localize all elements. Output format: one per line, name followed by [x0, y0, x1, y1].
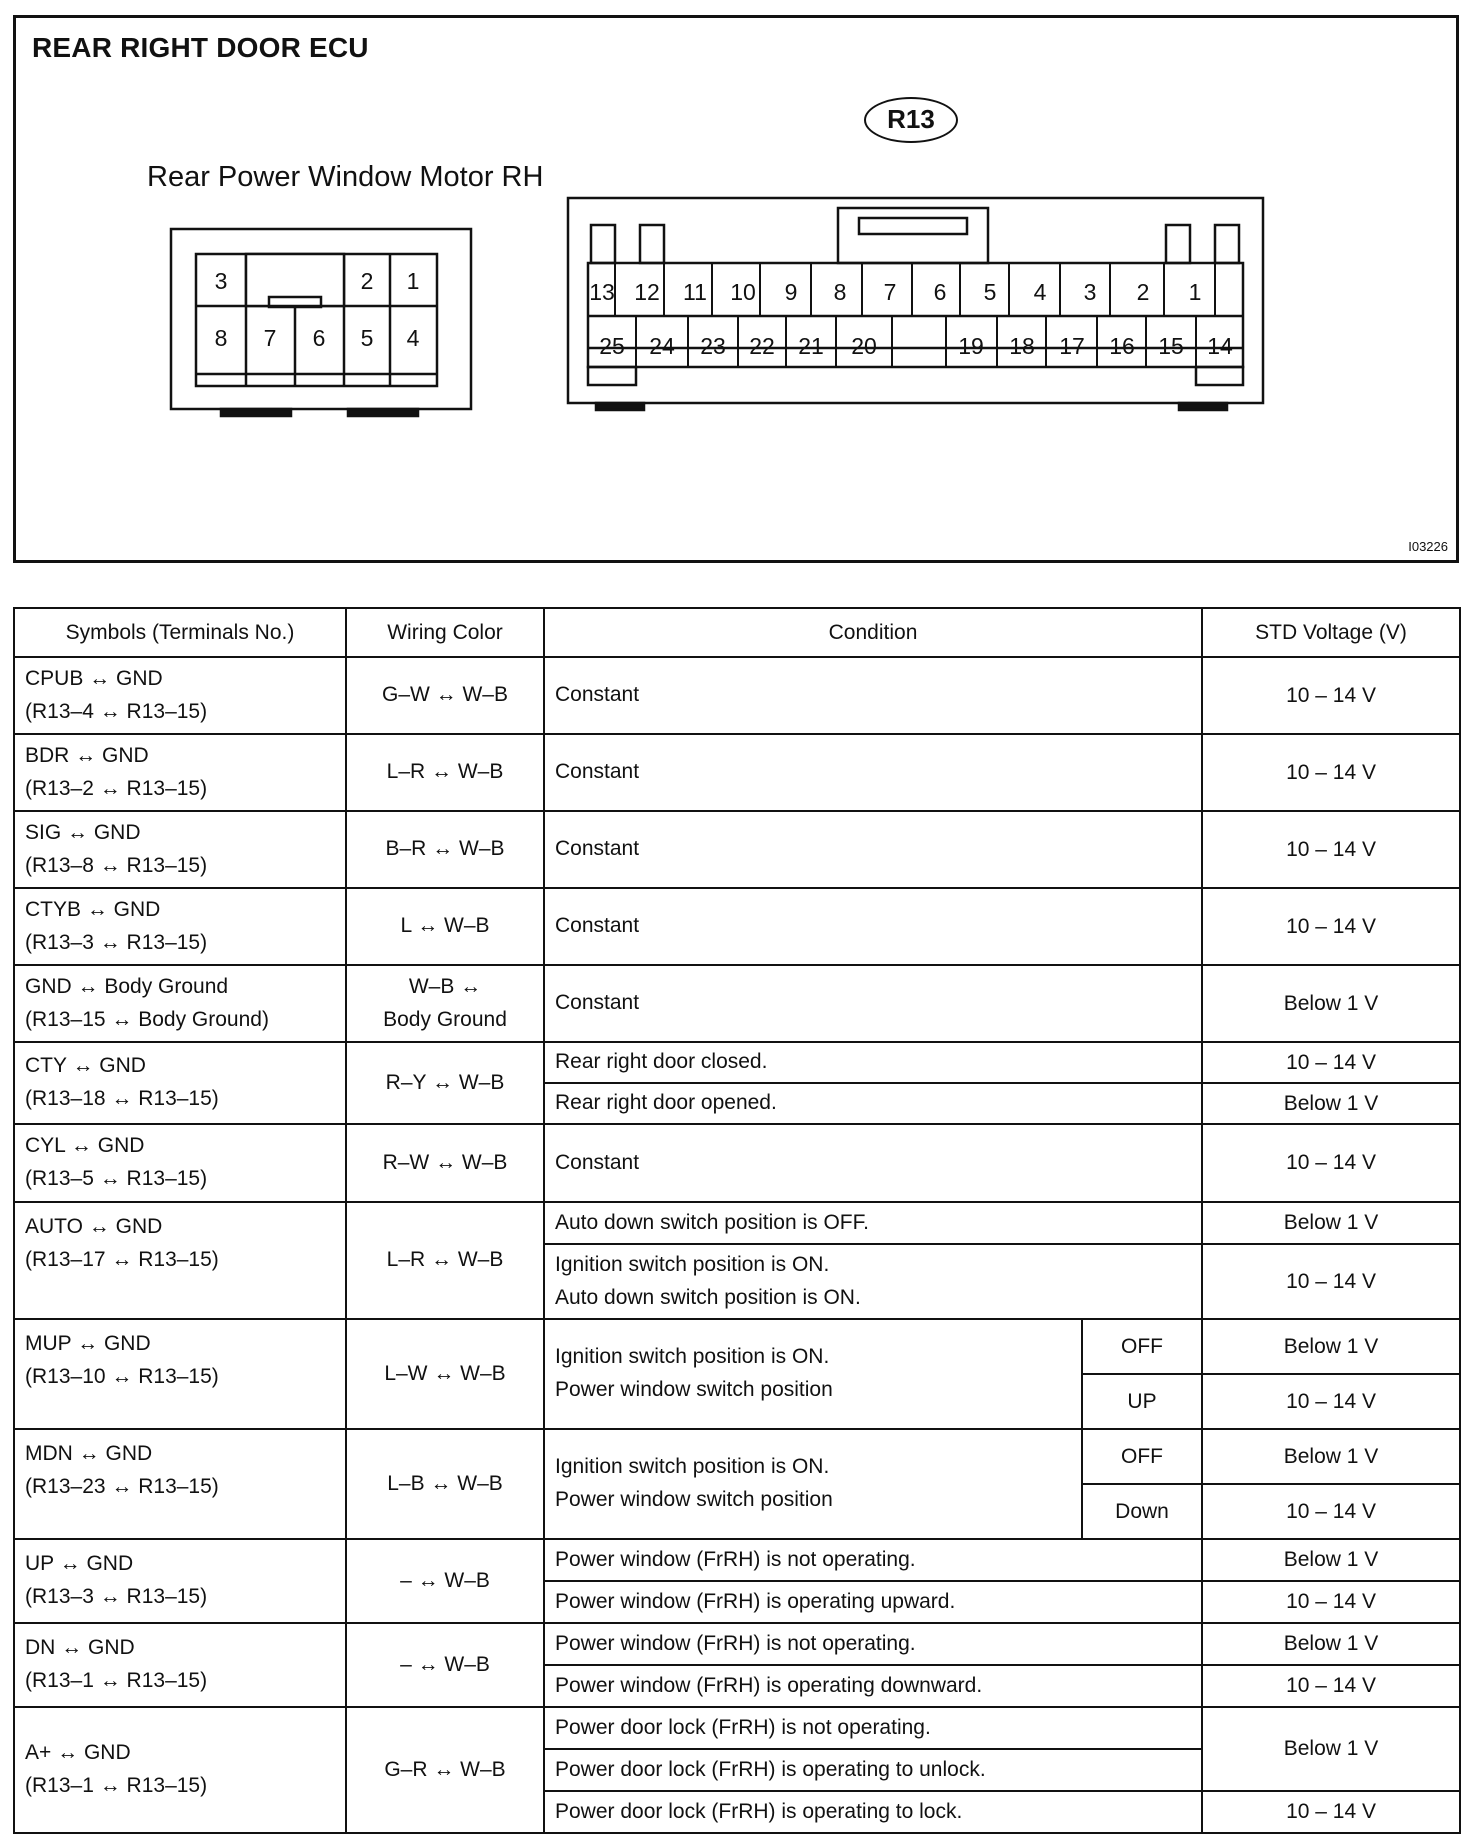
header-std-voltage: STD Voltage (V) — [1202, 608, 1460, 657]
condition-cell: Constant — [544, 888, 1202, 965]
voltage-cell: 10 – 14 V — [1202, 1484, 1460, 1539]
symbol-cell: A+ ↔ GND (R13–1 ↔ R13–15) — [14, 1707, 346, 1833]
symbol-cell: CPUB ↔ GND (R13–4 ↔ R13–15) — [14, 657, 346, 734]
motor-connector — [171, 229, 471, 416]
motor-pin-5: 5 — [360, 325, 374, 351]
wiring-color-cell: L–R ↔ W–B — [346, 734, 544, 811]
table-row — [14, 657, 1460, 734]
symbol-cell: CTYB ↔ GND (R13–3 ↔ R13–15) — [14, 888, 346, 965]
condition-cell: Power window (FrRH) is operating downward. — [544, 1665, 1202, 1707]
condition-cell: Constant — [544, 811, 1202, 888]
voltage-cell: Below 1 V — [1202, 965, 1460, 1042]
motor-pin-1: 1 — [406, 268, 420, 294]
voltage-cell: 10 – 14 V — [1202, 1244, 1460, 1319]
condition-cell: Auto down switch position is OFF. — [544, 1202, 1202, 1244]
motor-pin-3: 3 — [214, 268, 228, 294]
table-row — [14, 734, 1460, 811]
ecu-pin-3: 3 — [1083, 279, 1097, 305]
voltage-cell: Below 1 V — [1202, 1429, 1460, 1484]
symbol-cell: DN ↔ GND (R13–1 ↔ R13–15) — [14, 1623, 346, 1707]
condition-cell: Power window (FrRH) is not operating. — [544, 1623, 1202, 1665]
table-row — [14, 1124, 1460, 1202]
wiring-color-cell: R–Y ↔ W–B — [346, 1042, 544, 1124]
symbol-cell: UP ↔ GND (R13–3 ↔ R13–15) — [14, 1539, 346, 1623]
symbol-cell: CYL ↔ GND (R13–5 ↔ R13–15) — [14, 1124, 346, 1202]
table-header-row — [14, 608, 1460, 657]
ecu-pin-1: 1 — [1188, 279, 1202, 305]
ecu-pin-23: 23 — [700, 333, 726, 359]
symbol-cell: GND ↔ Body Ground (R13–15 ↔ Body Ground) — [14, 965, 346, 1042]
condition-cell: Power window (FrRH) is not operating. — [544, 1539, 1202, 1581]
voltage-cell: 10 – 14 V — [1202, 657, 1460, 734]
ecu-pin-8: 8 — [833, 279, 847, 305]
symbol-cell: SIG ↔ GND (R13–8 ↔ R13–15) — [14, 811, 346, 888]
ecu-pin-24: 24 — [649, 333, 675, 359]
connector-id-badge: R13 — [864, 97, 958, 143]
ecu-pin-25: 25 — [599, 333, 625, 359]
condition-cell: Power window (FrRH) is operating upward. — [544, 1581, 1202, 1623]
wiring-color-cell: – ↔ W–B — [346, 1539, 544, 1623]
condition-cell: Ignition switch position is ON. Power window switch position — [544, 1429, 1082, 1539]
voltage-cell: 10 – 14 V — [1202, 888, 1460, 965]
ecu-connector-r13 — [568, 198, 1263, 410]
condition-cell: Ignition switch position is ON. Power window switch position — [544, 1319, 1082, 1429]
voltage-cell: Below 1 V — [1202, 1707, 1460, 1791]
voltage-cell: Below 1 V — [1202, 1202, 1460, 1244]
ecu-pin-12: 12 — [634, 279, 660, 305]
ecu-pin-4: 4 — [1033, 279, 1047, 305]
symbol-cell: MUP ↔ GND (R13–10 ↔ R13–15) — [14, 1319, 346, 1429]
wiring-color-cell: L–B ↔ W–B — [346, 1429, 544, 1539]
header-symbol: Symbols (Terminals No.) — [14, 608, 346, 657]
terminal-spec-table — [13, 607, 1461, 1834]
condition-cell: Power door lock (FrRH) is operating to unlock. — [544, 1749, 1202, 1791]
ecu-pin-16: 16 — [1109, 333, 1135, 359]
wiring-color-cell: L ↔ W–B — [346, 888, 544, 965]
wiring-color-cell: L–R ↔ W–B — [346, 1202, 544, 1319]
wiring-color-cell: – ↔ W–B — [346, 1623, 544, 1707]
ecu-pin-13: 13 — [589, 279, 615, 305]
ecu-pin-7: 7 — [883, 279, 897, 305]
wiring-color-cell: B–R ↔ W–B — [346, 811, 544, 888]
table-row — [14, 811, 1460, 888]
ecu-pin-18: 18 — [1009, 333, 1035, 359]
motor-pin-7: 7 — [263, 325, 277, 351]
table-row — [14, 888, 1460, 965]
condition-cell: Constant — [544, 734, 1202, 811]
ecu-pin-15: 15 — [1158, 333, 1184, 359]
motor-pin-8: 8 — [214, 325, 228, 351]
voltage-cell: Below 1 V — [1202, 1623, 1460, 1665]
ecu-pin-14: 14 — [1207, 333, 1233, 359]
table-row — [14, 1539, 1460, 1581]
symbol-cell: CTY ↔ GND (R13–18 ↔ R13–15) — [14, 1042, 346, 1124]
table-row — [14, 965, 1460, 1042]
ecu-pin-19: 19 — [958, 333, 984, 359]
symbol-cell: AUTO ↔ GND (R13–17 ↔ R13–15) — [14, 1202, 346, 1319]
ecu-pin-6: 6 — [933, 279, 947, 305]
wiring-color-cell: W–B ↔ Body Ground — [346, 965, 544, 1042]
condition-cell: Rear right door opened. — [544, 1083, 1202, 1124]
ecu-pin-17: 17 — [1059, 333, 1085, 359]
switch-position-cell: OFF — [1082, 1319, 1202, 1374]
condition-cell: Constant — [544, 1124, 1202, 1202]
table-row — [14, 1042, 1460, 1083]
voltage-cell: 10 – 14 V — [1202, 1665, 1460, 1707]
header-wiring-color: Wiring Color — [346, 608, 544, 657]
switch-position-cell: Down — [1082, 1484, 1202, 1539]
header-condition: Condition — [544, 608, 1202, 657]
wiring-color-cell: L–W ↔ W–B — [346, 1319, 544, 1429]
ecu-pin-5: 5 — [983, 279, 997, 305]
ecu-pin-10: 10 — [730, 279, 756, 305]
motor-pin-2: 2 — [360, 268, 374, 294]
voltage-cell: 10 – 14 V — [1202, 1124, 1460, 1202]
symbol-cell: MDN ↔ GND (R13–23 ↔ R13–15) — [14, 1429, 346, 1539]
voltage-cell: 10 – 14 V — [1202, 734, 1460, 811]
image-code: I03226 — [1408, 539, 1448, 554]
symbol-cell: BDR ↔ GND (R13–2 ↔ R13–15) — [14, 734, 346, 811]
wiring-color-cell: G–W ↔ W–B — [346, 657, 544, 734]
wiring-color-cell: G–R ↔ W–B — [346, 1707, 544, 1833]
table-row — [14, 1319, 1460, 1374]
diagram-title: REAR RIGHT DOOR ECU — [32, 32, 369, 63]
ecu-pin-9: 9 — [784, 279, 798, 305]
condition-cell: Constant — [544, 965, 1202, 1042]
ecu-pin-22: 22 — [749, 333, 775, 359]
condition-cell: Constant — [544, 657, 1202, 734]
voltage-cell: 10 – 14 V — [1202, 1581, 1460, 1623]
condition-cell: Power door lock (FrRH) is not operating. — [544, 1707, 1202, 1749]
table-row — [14, 1429, 1460, 1484]
condition-cell: Ignition switch position is ON. Auto down switch position is ON. — [544, 1244, 1202, 1319]
motor-pin-4: 4 — [406, 325, 420, 351]
switch-position-cell: UP — [1082, 1374, 1202, 1429]
voltage-cell: Below 1 V — [1202, 1083, 1460, 1124]
ecu-pin-2: 2 — [1136, 279, 1150, 305]
connector-drawings — [16, 18, 1456, 560]
voltage-cell: Below 1 V — [1202, 1319, 1460, 1374]
voltage-cell: Below 1 V — [1202, 1539, 1460, 1581]
connector-diagram-frame — [13, 15, 1459, 563]
motor-pin-6: 6 — [312, 325, 326, 351]
condition-cell: Power door lock (FrRH) is operating to lock. — [544, 1791, 1202, 1833]
table-row — [14, 1202, 1460, 1244]
motor-label: Rear Power Window Motor RH — [147, 161, 544, 193]
table-row — [14, 1707, 1460, 1749]
condition-cell: Rear right door closed. — [544, 1042, 1202, 1083]
table-row — [14, 1623, 1460, 1665]
ecu-pin-21: 21 — [798, 333, 824, 359]
wiring-color-cell: R–W ↔ W–B — [346, 1124, 544, 1202]
voltage-cell: 10 – 14 V — [1202, 1042, 1460, 1083]
ecu-pin-20: 20 — [851, 333, 877, 359]
voltage-cell: 10 – 14 V — [1202, 1791, 1460, 1833]
switch-position-cell: OFF — [1082, 1429, 1202, 1484]
voltage-cell: 10 – 14 V — [1202, 1374, 1460, 1429]
voltage-cell: 10 – 14 V — [1202, 811, 1460, 888]
ecu-pin-11: 11 — [683, 279, 707, 305]
